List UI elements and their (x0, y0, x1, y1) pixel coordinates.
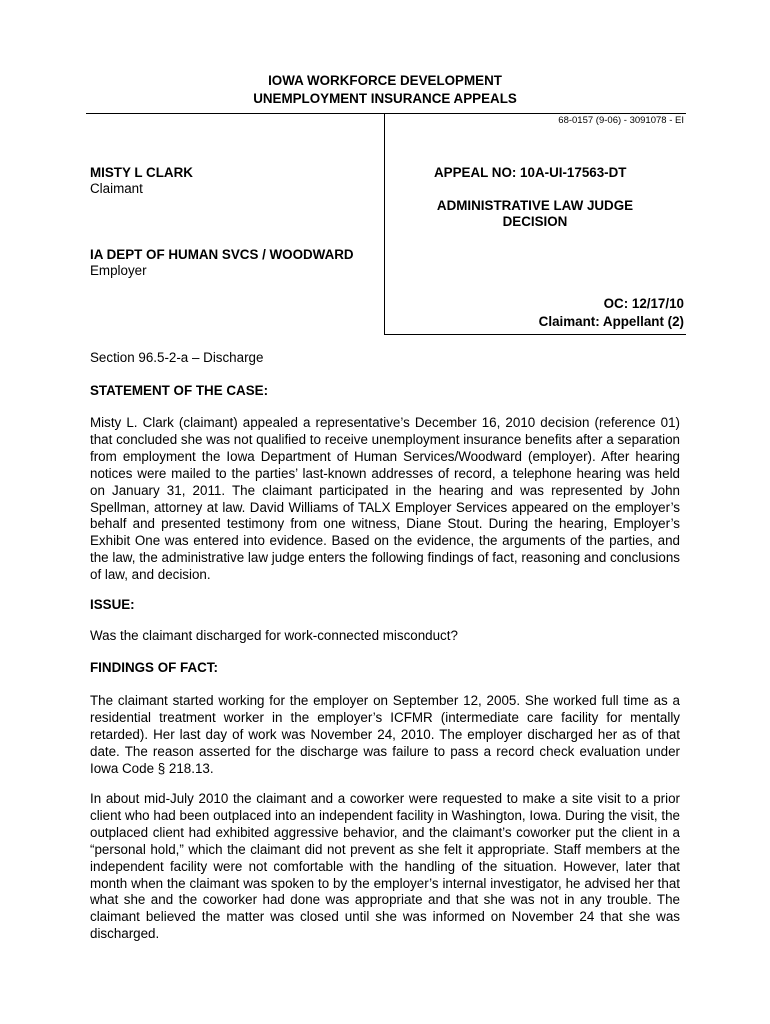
agency-title: IOWA WORKFORCE DEVELOPMENT (268, 73, 502, 88)
claimant-name: MISTY L CLARK (90, 165, 193, 180)
decision-title-line2: DECISION (502, 214, 568, 229)
division-title: UNEMPLOYMENT INSURANCE APPEALS (253, 91, 517, 106)
caption-top-rule (86, 113, 686, 114)
findings-paragraph-1: The claimant started working for the employer on September 12, 2005. She worked full time as a residential treatment worker in the employer’s ICFMR (intermediate care facility for mentally retarded). Her last day of work was November 24, 2010. The employer discharged her as of that date. The reason asserted for the discharge was failure to pass a record check evaluation under Iowa Code § 218.13. (90, 693, 680, 776)
issue-heading: ISSUE: (90, 597, 135, 612)
oc-date: OC: 12/17/10 (603, 296, 684, 311)
appellant-status: Claimant: Appellant (2) (538, 314, 684, 329)
findings-heading: FINDINGS OF FACT: (90, 660, 218, 675)
statement-heading: STATEMENT OF THE CASE: (90, 383, 269, 398)
appeal-number: APPEAL NO: 10A-UI-17563-DT (434, 165, 627, 180)
caption-divider (384, 113, 385, 335)
findings-paragraph-2: In about mid-July 2010 the claimant and a coworker were requested to make a site visit to a prior client who had been outplaced into an independent facility in Washington, Iowa. During the visit, the outplaced client had exhibited aggressive behavior, and the claimant’s coworker put the client in a “personal hold,” which the claimant did not prevent as she felt it appropriate. Staff members at the independent facility were not comfortable with the handling of the situation. However, later that month when the claimant was spoken to by the employer’s internal investigator, he advised her that what she and the coworker had done was appropriate and that she was not in any trouble. The claimant believed the matter was closed until she was informed on November 24 that she was discharged. (90, 791, 680, 942)
form-number: 68-0157 (9-06) - 3091078 - EI (558, 115, 684, 126)
employer-role: Employer (90, 263, 147, 278)
claimant-role: Claimant (90, 181, 143, 196)
issue-question: Was the claimant discharged for work-connected misconduct? (90, 628, 458, 643)
employer-name: IA DEPT OF HUMAN SVCS / WOODWARD (90, 247, 354, 262)
caption-bottom-rule (384, 334, 686, 335)
decision-title-line1: ADMINISTRATIVE LAW JUDGE (436, 198, 634, 213)
section-reference: Section 96.5-2-a – Discharge (90, 350, 264, 365)
statement-paragraph: Misty L. Clark (claimant) appealed a representative’s December 16, 2010 decision (reference 01) that concluded she was not qualified to receive unemployment insurance benefits after a separation from employment the Iowa Department of Human Services/Woodward (employer). After hearing notices were mailed to the parties’ last-known addresses of record, a telephone hearing was held on January 31, 2011. The claimant participated in the hearing and was represented by John Spellman, attorney at law. David Williams of TALX Employer Services appeared on the employer’s behalf and presented testimony from one witness, Diane Stout. During the hearing, Employer’s Exhibit One was entered into evidence. Based on the evidence, the arguments of the parties, and the law, the administrative law judge enters the following findings of fact, reasoning and conclusions of law, and decision. (90, 415, 680, 583)
